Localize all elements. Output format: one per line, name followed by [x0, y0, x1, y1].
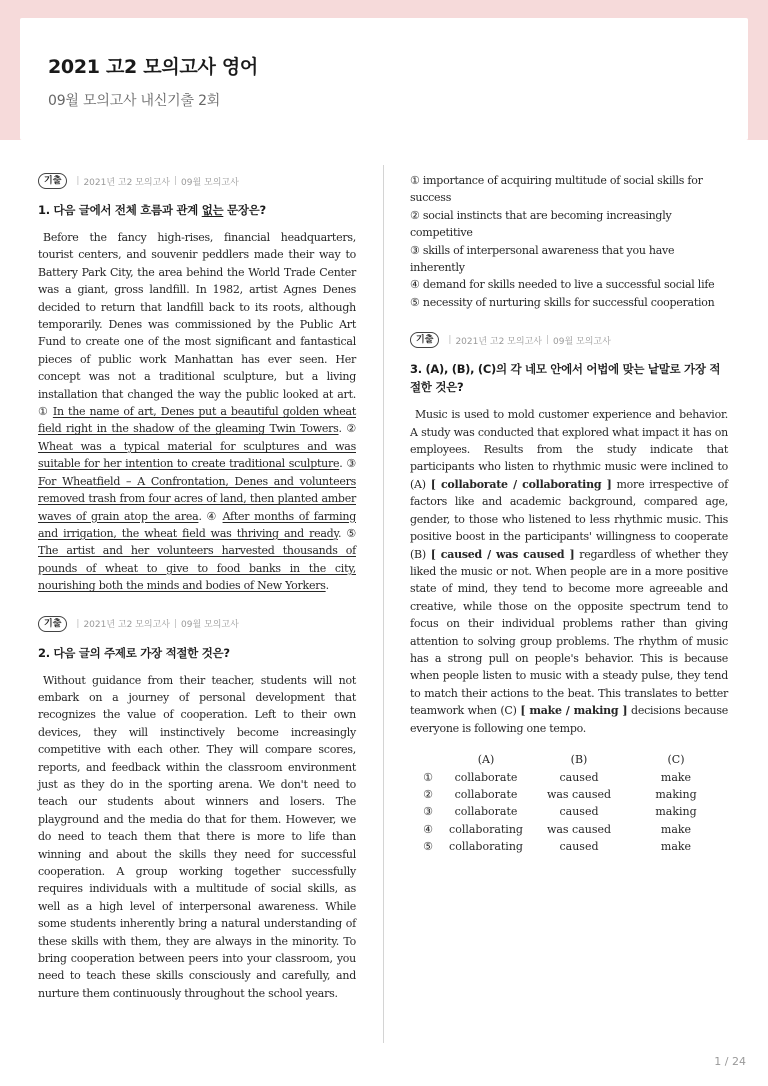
- page-number: 1 / 24: [714, 1055, 746, 1068]
- table-cell: caused: [559, 840, 599, 854]
- question-title-text: 문장은?: [223, 203, 266, 217]
- choice-marker-2: ②: [346, 422, 356, 436]
- table-header-cell: (C): [667, 753, 685, 767]
- underlined-sentence-2: Wheat was a typical material for sculptures and was suitable for her intention to create traditional sculpture: [38, 439, 356, 471]
- question-passage: [410, 406, 728, 737]
- table-header-cell: [416, 751, 440, 768]
- answer-row[interactable]: [416, 803, 726, 820]
- passage-text: more irrespective of factors like and academic background, compared age, gender, to those who listened to less rhythmic music. This positive boost in the participants' willingness to cooperate (B): [410, 477, 728, 561]
- table-cell: was caused: [546, 787, 612, 801]
- question-meta: [410, 331, 728, 349]
- question-3: [410, 331, 728, 855]
- meta-separator: |: [545, 335, 550, 346]
- answer-table: [416, 751, 726, 855]
- table-cell: collaborating: [449, 840, 523, 854]
- question-title: [38, 201, 356, 219]
- choice-box-c: [ make / making ]: [520, 704, 628, 718]
- table-cell: ④: [423, 822, 433, 836]
- underlined-sentence-4: After months of farming and irrigation, the wheat field was thriving and ready: [38, 509, 356, 540]
- meta-year: 2021년 고2 모의고사: [83, 620, 170, 631]
- passage-text: .: [325, 579, 329, 593]
- option-1[interactable]: ① importance of acquiring multitude of social skills for success: [410, 174, 703, 205]
- right-column: [410, 172, 728, 855]
- underlined-sentence-3: For Wheatfield – A Confrontation, Denes and volunteers removed trash from four acres of land, then planted amber waves of grain atop the area: [38, 474, 356, 523]
- table-cell: making: [655, 787, 697, 801]
- passage-text: Music is used to mold customer experience and behavior. A study was conducted that explored what impact it has on employees. Results from the study indicate that participants who listen to rhythmic music were inclined to (A): [410, 408, 728, 491]
- table-header-cell: (B): [570, 753, 588, 767]
- table-cell: caused: [559, 770, 599, 784]
- question-meta: [38, 172, 356, 190]
- table-cell: ③: [423, 805, 433, 819]
- table-cell: make: [660, 822, 692, 836]
- table-cell: was caused: [546, 822, 612, 836]
- table-cell: make: [660, 840, 692, 854]
- meta-month: 09월 모의고사: [181, 620, 239, 631]
- question-title: 2. 다음 글의 주제로 가장 적절한 것은?: [38, 645, 230, 660]
- meta-year: 2021년 고2 모의고사: [83, 177, 170, 188]
- option-4[interactable]: ④ demand for skills needed to live a successful social life: [410, 278, 715, 292]
- passage-text: decisions because everyone is following one tempo.: [410, 704, 729, 735]
- question-2-options: [410, 172, 728, 311]
- choice-marker-1: ①: [38, 405, 49, 419]
- meta-month: 09월 모의고사: [553, 336, 611, 347]
- table-cell: collaborate: [454, 805, 518, 819]
- answer-row[interactable]: [416, 768, 726, 785]
- header-card: [20, 18, 748, 140]
- left-column: [38, 172, 356, 1002]
- source-badge: 기출: [410, 332, 439, 348]
- meta-separator: |: [76, 618, 80, 629]
- choice-marker-3: ③: [346, 457, 356, 471]
- passage-text: regardless of whether they liked the music or not. When people are in a more positive state of mind, they tend to become more agreeable and creative, while those on the opposite spectrum tend to focus on their individual problems rather than giving attention to solving group problems. The rhythm of music has a strong pull on people's behavior. This is because when people listen to music with a steady pulse, they tend to match their actions to the beat. This translates to better teamwork when (C): [410, 547, 728, 718]
- table-cell: ①: [423, 770, 433, 784]
- answer-row[interactable]: [416, 786, 726, 803]
- question-2: [38, 615, 356, 1003]
- passage-text: Before the fancy high-rises, financial headquarters, tourist centers, and souvenir peddlers made their way to Battery Park City, the area behind the World Trade Center was a giant, gross landfill. In 1982, artist Agnes Denes decided to return that landfill back to its roots, although temporarily. Denes was commissioned by the Public Art Fund to create one of the most significant and fantastical pieces of public work Manhattan has ever seen. Her concept was not a traditional sculpture, but a living installation that changed the way the public looked at art.: [38, 231, 356, 401]
- answer-row[interactable]: [416, 838, 726, 855]
- meta-year: 2021년 고2 모의고사: [455, 336, 542, 347]
- choice-box-b: [ caused / was caused ]: [430, 547, 575, 561]
- table-cell: collaborating: [449, 822, 523, 836]
- source-badge: 기출: [38, 616, 67, 632]
- question-meta: [38, 615, 356, 633]
- answer-table-header: [416, 751, 726, 768]
- meta-separator: |: [76, 176, 80, 186]
- table-cell: caused: [559, 805, 599, 819]
- meta-separator: |: [173, 618, 178, 629]
- table-cell: making: [655, 805, 697, 819]
- table-cell: collaborate: [454, 770, 518, 784]
- table-cell: make: [660, 770, 692, 784]
- answer-row[interactable]: [416, 821, 726, 838]
- meta-separator: |: [173, 176, 178, 186]
- question-title-text: 1. 다음 글에서 전체 흐름과 관계: [38, 203, 202, 217]
- page-title: 2021 고2 모의고사 영어: [48, 56, 258, 78]
- underlined-sentence-5: The artist and her volunteers harvested thousands of pounds of wheat to give to food banks in the city, nourishing both the minds and bodies of New Yorkers: [38, 544, 356, 593]
- table-cell: collaborate: [454, 787, 518, 801]
- question-passage: [38, 672, 356, 1003]
- passage-text: Without guidance from their teacher, students will not embark on a journey of personal development that recognizes the value of cooperation. Left to their own devices, they will instinctively become increasingly competitive with each other. They will compare scores, reports, and feedback within the classroom environment just as they do in the sporting arena. We don't need to teach our students about winners and losers. The playground and the media do that for them. However, we do need to teach them that there is more to life than winning and about the skills they need for successful cooperation. A group working together successfully requires individuals with a multitude of social skills, as well as a high level of interpersonal awareness. While some students inherently bring a natural understanding of these skills with them, they are always in the minority. To bring cooperation between peers into your classroom, you need to teach these skills consciously and carefully, and nurture them continuously throughout the school years.: [38, 673, 356, 1000]
- meta-month: 09월 모의고사: [181, 177, 239, 188]
- question-1: [38, 172, 356, 595]
- table-cell: ②: [423, 787, 433, 801]
- question-passage: Before the fancy high-rises, financial headquarters, tourist centers, and souvenir peddlers made their way to Battery Park City, the area behind the World Trade Center was a giant, gross landfill. In 1982, artist Agnes Denes decided to return that landfill back to its roots, although temporarily. Denes was commissioned by the Public Art Fund to create one of the most significant and fantastical pieces of public work Manhattan has ever seen. Her concept was not a traditional sculpture, but a living installation that changed the way the public looked at art. ① In the name of art, Denes put a beautiful golden wheat field right in the shadow of the gleaming Twin Towers. ② Wheat was a typical material for sculptures and was suitable for her intention to create traditional sculpture. ③ For Wheatfield – A Confrontation, Denes and volunteers removed trash from four acres of land, then planted amber waves of grain atop the area. ④ After months of farming and irrigation, the wheat field was thriving and ready. ⑤ The artist and her volunteers harvested thousands of pounds of wheat to give to food banks in the city, nourishing both the minds and bodies of New Yorkers.: [38, 231, 357, 593]
- underlined-sentence-1: In the name of art, Denes put a beautiful golden wheat field right in the shadow of the gleaming Twin Towers: [38, 405, 356, 436]
- choice-marker-5: ⑤: [346, 526, 357, 540]
- column-divider: [383, 165, 384, 1043]
- meta-separator: |: [448, 335, 452, 346]
- page-subtitle: 09월 모의고사 내신기출 2회: [48, 93, 221, 109]
- option-5[interactable]: ⑤ necessity of nurturing skills for successful cooperation: [410, 295, 715, 309]
- option-3[interactable]: ③ skills of interpersonal awareness that you have inherently: [410, 243, 675, 275]
- table-cell: ⑤: [423, 840, 433, 854]
- question-title: 3. (A), (B), (C)의 각 네모 안에서 어법에 맞는 낱말로 가장 적절한 것은?: [410, 362, 721, 395]
- choice-box-a: [ collaborate / collaborating ]: [430, 477, 612, 491]
- table-header-cell: (A): [477, 753, 495, 767]
- source-badge: 기출: [38, 173, 67, 189]
- question-title-emphasis: 없는: [201, 203, 224, 217]
- option-2[interactable]: ② social instincts that are becoming increasingly competitive: [410, 208, 672, 240]
- choice-marker-4: ④: [206, 509, 218, 523]
